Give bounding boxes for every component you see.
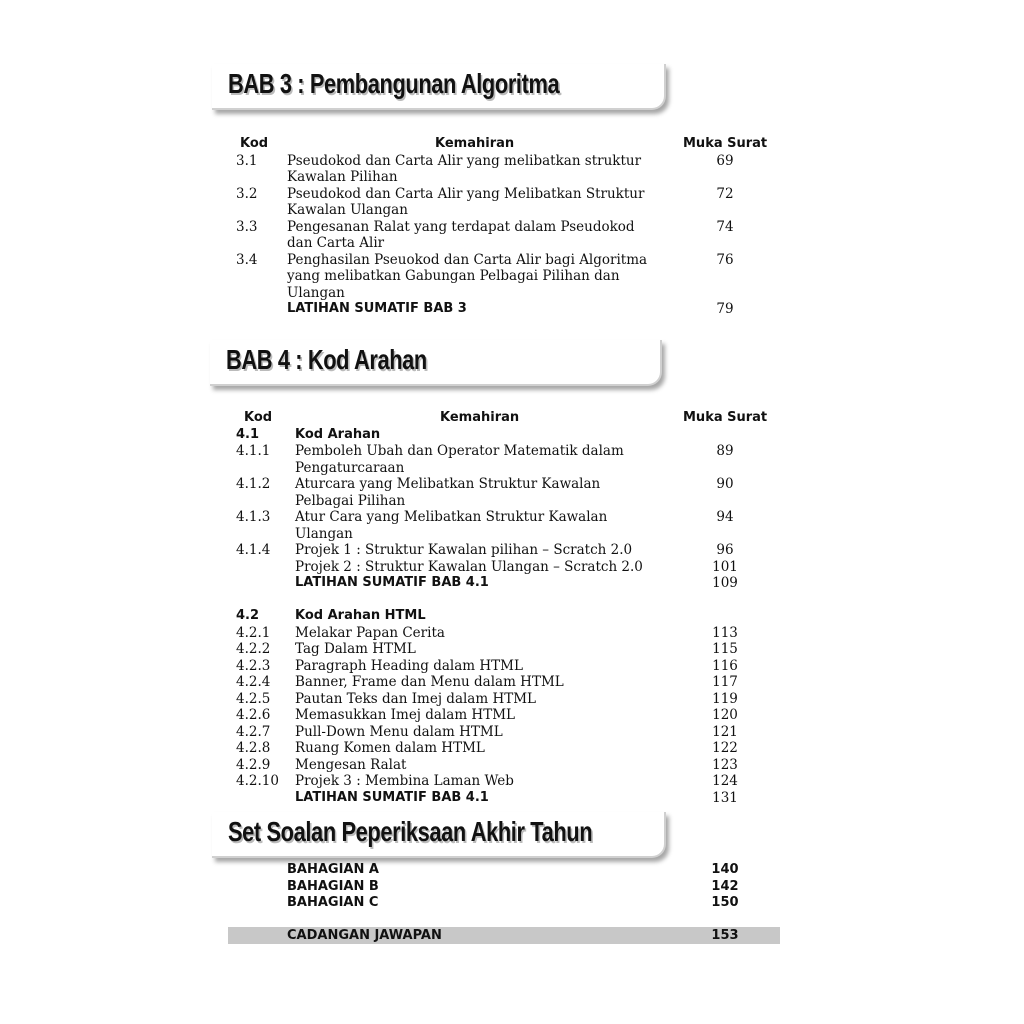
sumatif-page: 79	[716, 301, 734, 317]
bahagian-row	[0, 879, 1024, 896]
toc-page: 113	[712, 624, 738, 641]
toc-row	[0, 707, 1024, 724]
toc-kemahiran-line: Mengesan Ralat	[295, 756, 407, 773]
header-kod: Kod	[244, 410, 273, 425]
bahagian-page: 150	[711, 895, 739, 910]
toc-kod: 4.2.6	[236, 707, 271, 723]
toc-kod: 4.2.8	[236, 740, 271, 756]
toc-page: 96	[716, 542, 734, 558]
toc-page: 122	[712, 740, 738, 756]
bab3-title: BAB 3 : Pembangunan Algoritma	[228, 68, 560, 99]
sumatif-label: LATIHAN SUMATIF BAB 3	[287, 301, 467, 316]
section-row-4-2	[0, 608, 1024, 625]
bab3-banner	[212, 64, 666, 110]
bahagian-page: 140	[711, 862, 739, 877]
toc-kod: 4.2.2	[236, 641, 271, 657]
bab4-sumatif2-row	[0, 790, 1024, 807]
toc-row	[0, 559, 1024, 576]
toc-row	[0, 674, 1024, 691]
toc-row	[0, 218, 1024, 251]
toc-kemahiran-line: Projek 3 : Membina Laman Web	[295, 773, 514, 789]
toc-kemahiran-line: Pseudokod dan Carta Alir yang melibatkan struktur	[287, 152, 642, 169]
bahagian-row	[0, 862, 1024, 879]
bahagian-page: 142	[711, 878, 739, 894]
toc-row	[0, 625, 1024, 642]
toc-kemahiran-line: Pull-Down Menu dalam HTML	[295, 723, 503, 740]
toc-kod: 4.1.1	[236, 443, 271, 459]
set-banner	[212, 812, 666, 858]
toc-kemahiran-line: Memasukkan Imej dalam HTML	[295, 707, 515, 723]
bab4-banner	[210, 340, 662, 386]
toc-row	[0, 724, 1024, 741]
toc-page: 94	[716, 509, 734, 525]
toc-kod: 3.2	[236, 185, 258, 202]
toc-row	[0, 691, 1024, 708]
toc-page: 90	[716, 476, 734, 492]
toc-kemahiran-line: Tag Dalam HTML	[295, 641, 416, 657]
bahagian-row	[0, 895, 1024, 912]
toc-kemahiran-line: Pengesanan Ralat yang terdapat dalam Pseudokod	[287, 218, 635, 235]
header-muka-surat: Muka Surat	[683, 410, 768, 425]
toc-row	[0, 476, 1024, 509]
section-label: Kod Arahan	[295, 426, 381, 442]
toc-kemahiran-line: Pautan Teks dan Imej dalam HTML	[295, 690, 537, 707]
toc-row	[0, 251, 1024, 301]
toc-kemahiran-line: Kawalan Pilihan	[287, 169, 398, 185]
toc-row	[0, 773, 1024, 790]
toc-kod: 4.1.4	[236, 542, 271, 558]
toc-page: 69	[716, 152, 734, 169]
toc-row	[0, 443, 1024, 476]
bab4-sumatif1-row	[0, 575, 1024, 592]
toc-kemahiran-line: Atur Cara yang Melibatkan Struktur Kawalan	[295, 509, 608, 525]
toc-page: 124	[712, 773, 738, 789]
toc-page: 117	[712, 674, 738, 690]
toc-kemahiran-line: Paragraph Heading dalam HTML	[295, 657, 523, 674]
toc-kod: 3.1	[236, 152, 258, 169]
toc-page: 89	[716, 443, 734, 459]
bab3-sumatif-row	[0, 301, 1024, 318]
toc-kod: 4.2.1	[236, 624, 271, 641]
sumatif-label: LATIHAN SUMATIF BAB 4.1	[295, 789, 489, 805]
toc-page: 119	[712, 690, 738, 707]
toc-kemahiran-line: Ruang Komen dalam HTML	[295, 740, 485, 756]
toc-kemahiran-line: Banner, Frame dan Menu dalam HTML	[295, 674, 564, 690]
bahagian-label: BAHAGIAN C	[287, 895, 379, 910]
toc-kod: 4.1.3	[236, 509, 271, 525]
section-kod: 4.1	[236, 426, 260, 442]
toc-page: 120	[712, 707, 738, 723]
toc-row	[0, 641, 1024, 658]
toc-row	[0, 509, 1024, 542]
jawapan-page: 153	[711, 928, 739, 943]
toc-kemahiran-line: Ulangan	[295, 525, 353, 542]
toc-kemahiran-line: yang melibatkan Gabungan Pelbagai Pilihan dan	[287, 268, 620, 284]
toc-kod: 4.2.10	[236, 773, 279, 789]
section-label: Kod Arahan HTML	[295, 608, 426, 623]
toc-page: 101	[712, 558, 738, 575]
sumatif-page: 109	[712, 575, 738, 591]
toc-kod: 4.2.5	[236, 690, 271, 707]
section-row-4-1	[0, 427, 1024, 444]
sumatif-label: LATIHAN SUMATIF BAB 4.1	[295, 575, 489, 590]
header-kod: Kod	[240, 136, 269, 151]
toc-page: 121	[712, 723, 738, 740]
sumatif-page: 131	[712, 789, 738, 806]
section-kod: 4.2	[236, 608, 260, 623]
header-muka-surat: Muka Surat	[683, 136, 768, 151]
toc-row	[0, 152, 1024, 185]
toc-kemahiran-line: dan Carta Alir	[287, 235, 385, 251]
toc-page: 76	[716, 251, 734, 268]
toc-kod: 4.2.4	[236, 674, 271, 690]
bahagian-label: BAHAGIAN B	[287, 878, 379, 894]
jawapan-row	[0, 928, 1024, 945]
toc-kod: 3.4	[236, 251, 258, 268]
toc-kemahiran-line: Projek 2 : Struktur Kawalan Ulangan – Scratch 2.0	[295, 558, 643, 575]
set-title: Set Soalan Peperiksaan Akhir Tahun	[228, 816, 593, 847]
toc-row	[0, 185, 1024, 218]
toc-row	[0, 542, 1024, 559]
toc-kemahiran-line: Projek 1 : Struktur Kawalan pilihan – Scratch 2.0	[295, 542, 633, 558]
toc-kemahiran-line: Pemboleh Ubah dan Operator Matematik dalam	[295, 443, 624, 459]
toc-kemahiran-line: Ulangan	[287, 284, 345, 301]
toc-kod: 4.2.7	[236, 723, 271, 740]
toc-kod: 3.3	[236, 218, 258, 235]
toc-kemahiran-line: Pengaturcaraan	[295, 459, 405, 476]
header-kemahiran: Kemahiran	[440, 410, 520, 425]
toc-page: 123	[712, 756, 738, 773]
toc-kemahiran-line: Penghasilan Pseuokod dan Carta Alir bagi Algoritma	[287, 251, 648, 268]
toc-row	[0, 740, 1024, 757]
header-kemahiran: Kemahiran	[435, 136, 515, 151]
toc-kod: 4.2.9	[236, 756, 271, 773]
bahagian-label: BAHAGIAN A	[287, 862, 379, 877]
bab4-title: BAB 4 : Kod Arahan	[226, 344, 427, 375]
toc-kod: 4.2.3	[236, 657, 271, 674]
toc-row	[0, 658, 1024, 675]
bab4-header-row	[0, 410, 1024, 427]
toc-kemahiran-line: Pseudokod dan Carta Alir yang Melibatkan Struktur	[287, 185, 645, 202]
toc-page: 74	[716, 218, 734, 235]
toc-page: 116	[712, 657, 738, 674]
toc-kemahiran-line: Kawalan Ulangan	[287, 202, 408, 218]
toc-kemahiran-line: Pelbagai Pilihan	[295, 492, 406, 509]
bab3-header-row	[0, 136, 1024, 153]
toc-kod: 4.1.2	[236, 476, 271, 492]
toc-kemahiran-line: Melakar Papan Cerita	[295, 624, 445, 641]
jawapan-label: CADANGAN JAWAPAN	[287, 928, 442, 943]
toc-page: 115	[712, 641, 738, 657]
toc-kemahiran-line: Aturcara yang Melibatkan Struktur Kawalan	[295, 476, 601, 492]
toc-row	[0, 757, 1024, 774]
toc-page: 72	[716, 185, 734, 202]
